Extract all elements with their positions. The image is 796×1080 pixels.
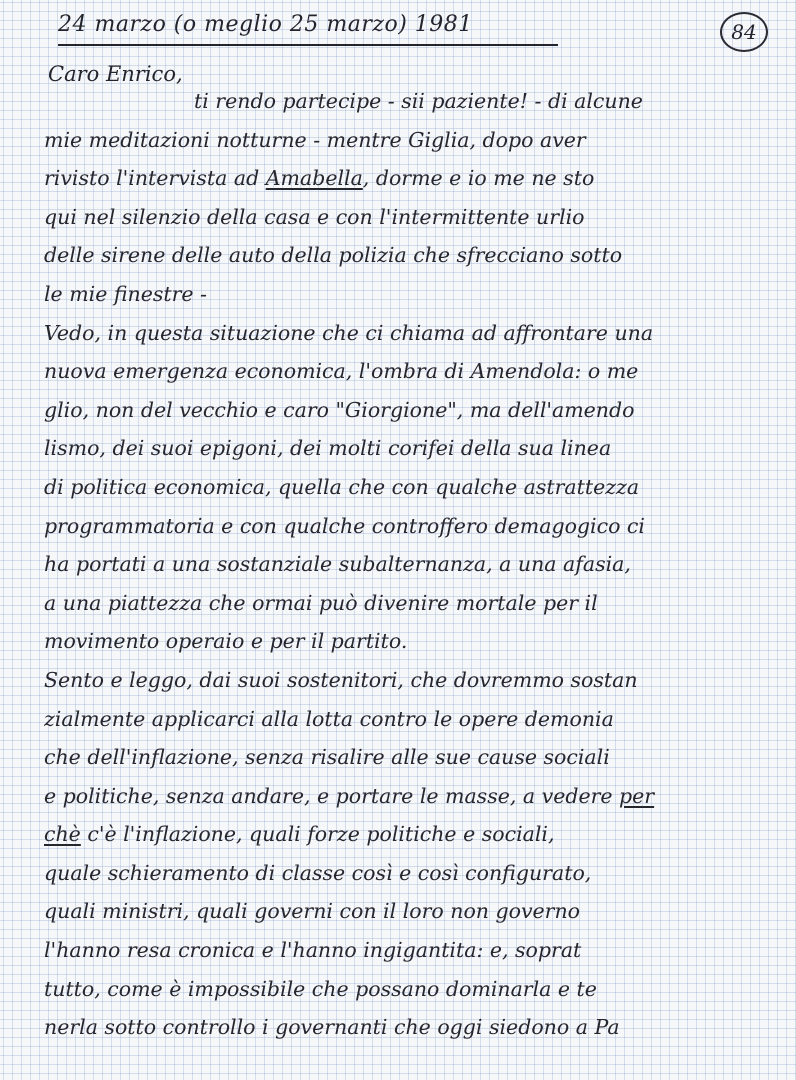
letter-line: quali ministri, quali governi con il loro non governo [44,899,581,924]
letter-line: mie meditazioni notturne - mentre Giglia, dopo aver [44,127,586,152]
letter-line: a una piattezza che ormai può divenire mortale per il [44,590,598,615]
letter-line: di politica economica, quella che con qualche astrattezza [44,474,640,499]
letter-line: l'hanno resa cronica e l'hanno ingigantita: e, soprat [44,938,582,963]
letter-line: delle sirene delle auto della polizia che sfrecciano sotto [44,243,623,268]
letter-line: zialmente applicarci alla lotta contro le opere demonia [44,706,614,731]
letter-line: le mie finestre - [44,281,207,306]
letter-line: programmatoria e con qualche controffero demagogico ci [44,513,645,538]
letter-date: 24 marzo (o meglio 25 marzo) 1981 [58,12,473,37]
letter-line: tutto, come è impossibile che possano dominarla e te [44,976,597,1001]
letter-line: Vedo, in questa situazione che ci chiama ad affrontare una [44,320,654,345]
letter-line: lismo, dei suoi epigoni, dei molti corifei della sua linea [44,436,612,461]
letter-line: quale schieramento di classe così e così configurato, [44,860,592,885]
page-number-circle: 84 [720,12,768,52]
underlined-word: per [619,783,655,808]
letter-body [44,82,796,1047]
letter-line: movimento operaio e per il partito. [44,629,408,654]
letter-line: chè c'è l'inflazione, quali forze politiche e sociali, [44,822,555,847]
letter-line: qui nel silenzio della casa e con l'intermittente urlio [44,204,585,229]
letter-line: che dell'inflazione, senza risalire alle sue cause sociali [44,745,610,770]
letter-line: ti rendo partecipe - sii paziente! - di alcune [194,89,643,113]
letter-line: glio, non del vecchio e caro "Giorgione", ma dell'amendo [44,397,635,422]
letter-line: ha portati a una sostanziale subalternanza, a una afasia, [44,552,631,577]
letter-line: rivisto l'intervista ad Amabella, dorme e io me ne sto [44,166,595,191]
letter-line: e politiche, senza andare, e portare le masse, a vedere per [44,783,655,808]
underlined-word: chè [44,822,81,847]
letter-line: nuova emergenza economica, l'ombra di Amendola: o me [44,359,639,384]
letter-line: Sento e leggo, dai suoi sostenitori, che dovremmo sostan [44,667,638,692]
salutation: Caro Enrico, [48,62,183,86]
letter-line: nerla sotto controllo i governanti che oggi siedono a Pa [44,1015,620,1040]
underlined-word: Amabella [265,166,363,191]
letter-header [58,12,558,46]
